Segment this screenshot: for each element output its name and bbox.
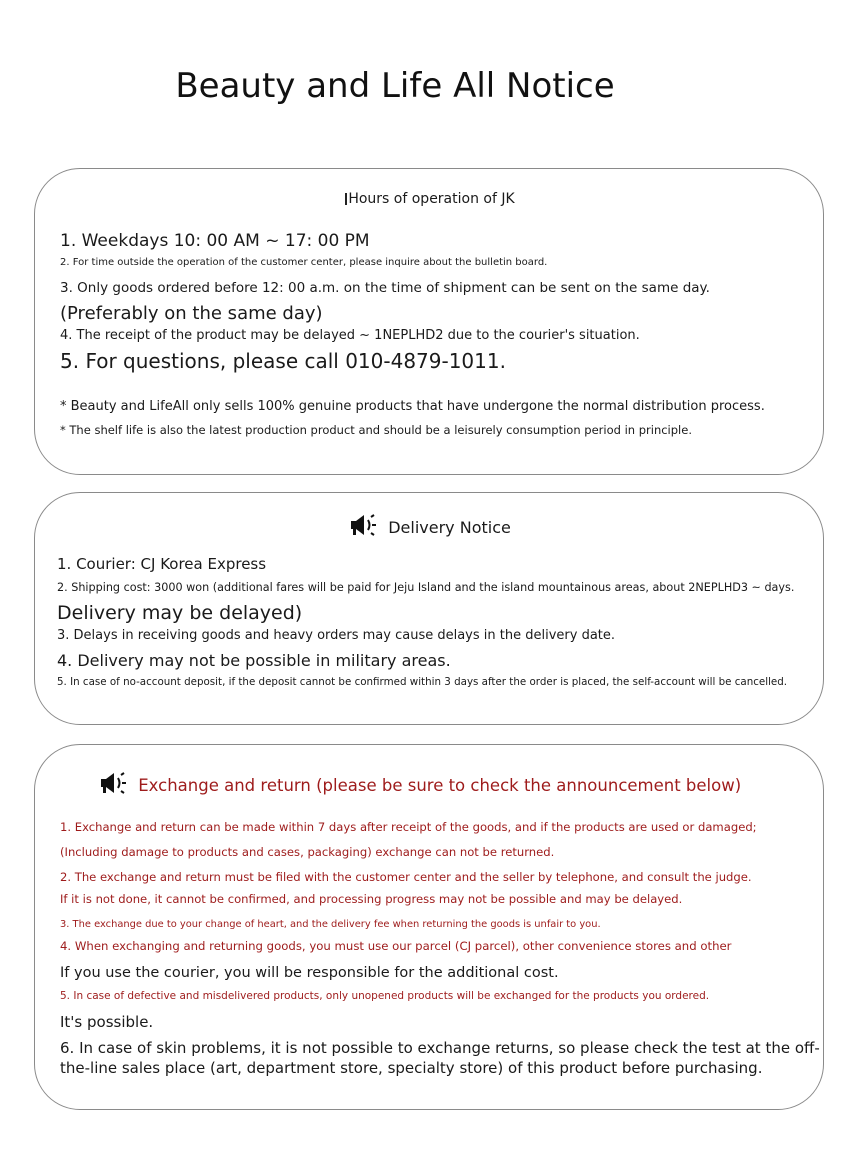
operation-notice-box <box>34 168 824 475</box>
operation-line-2: 2. For time outside the operation of the customer center, please inquire about the bulletin board. <box>60 257 548 268</box>
delivery-line-6: 5. In case of no-account deposit, if the deposit cannot be confirmed within 3 days after the order is placed, the self-account will be cancelled. <box>57 676 788 688</box>
megaphone-icon <box>349 513 379 541</box>
delivery-line-3: Delivery may be delayed) <box>57 602 303 624</box>
exchange-line-10: 6. In case of skin problems, it is not possible to exchange returns, so please check the test at the off- <box>60 1039 820 1057</box>
delivery-heading-text: Delivery Notice <box>388 517 511 537</box>
exchange-line-6: 4. When exchanging and returning goods, you must use our parcel (CJ parcel), other convenience stores and other <box>60 939 732 953</box>
exchange-heading-text: Exchange and return (please be sure to check the announcement below) <box>138 775 742 795</box>
exchange-line-7: If you use the courier, you will be responsible for the additional cost. <box>60 965 559 981</box>
operation-line-3: 3. Only goods ordered before 12: 00 a.m. on the time of shipment can be sent on the same day. <box>60 280 710 296</box>
megaphone-icon <box>99 771 129 799</box>
delivery-line-1: 1. Courier: CJ Korea Express <box>57 555 267 573</box>
delivery-notice-box <box>34 492 824 725</box>
operation-line-6: 5. For questions, please call 010-4879-1011. <box>60 349 506 373</box>
operation-heading <box>35 191 825 207</box>
exchange-line-2: (Including damage to products and cases, packaging) exchange can not be returned. <box>60 845 555 859</box>
exchange-line-1: 1. Exchange and return can be made within 7 days after receipt of the goods, and if the products are used or damaged; <box>60 820 757 834</box>
exchange-line-4: If it is not done, it cannot be confirmed, and processing progress may not be possible and may be delayed. <box>60 892 683 906</box>
operation-line-7: * Beauty and LifeAll only sells 100% genuine products that have undergone the normal distribution process. <box>60 399 765 414</box>
exchange-line-11: the-line sales place (art, department store, specialty store) of this product before purchasing. <box>60 1059 763 1077</box>
operation-heading-text: Hours of operation of JK <box>348 191 515 207</box>
exchange-notice-box <box>34 744 824 1110</box>
delivery-heading <box>35 513 825 541</box>
exchange-line-9: It's possible. <box>60 1013 154 1031</box>
exchange-line-3: 2. The exchange and return must be filed with the customer center and the seller by telephone, and consult the judge. <box>60 870 752 884</box>
page-title: Beauty and Life All Notice <box>175 66 615 106</box>
operation-line-1: 1. Weekdays 10: 00 AM ~ 17: 00 PM <box>60 231 370 251</box>
delivery-line-4: 3. Delays in receiving goods and heavy orders may cause delays in the delivery date. <box>57 628 616 643</box>
operation-line-5: 4. The receipt of the product may be delayed ~ 1NEPLHD2 due to the courier's situation. <box>60 328 640 343</box>
exchange-line-5: 3. The exchange due to your change of heart, and the delivery fee when returning the goods is unfair to you. <box>60 919 601 930</box>
exchange-line-8: 5. In case of defective and misdelivered products, only unopened products will be exchanged for the products you ordered. <box>60 990 710 1002</box>
delivery-line-5: 4. Delivery may not be possible in military areas. <box>57 651 451 670</box>
exchange-heading <box>99 771 741 799</box>
operation-line-4: (Preferably on the same day) <box>60 303 323 324</box>
operation-line-8: * The shelf life is also the latest production product and should be a leisurely consumption period in principle. <box>60 423 692 437</box>
delivery-line-2: 2. Shipping cost: 3000 won (additional fares will be paid for Jeju Island and the island mountainous areas, about 2NEPLHD3 ~ days. <box>57 581 795 594</box>
